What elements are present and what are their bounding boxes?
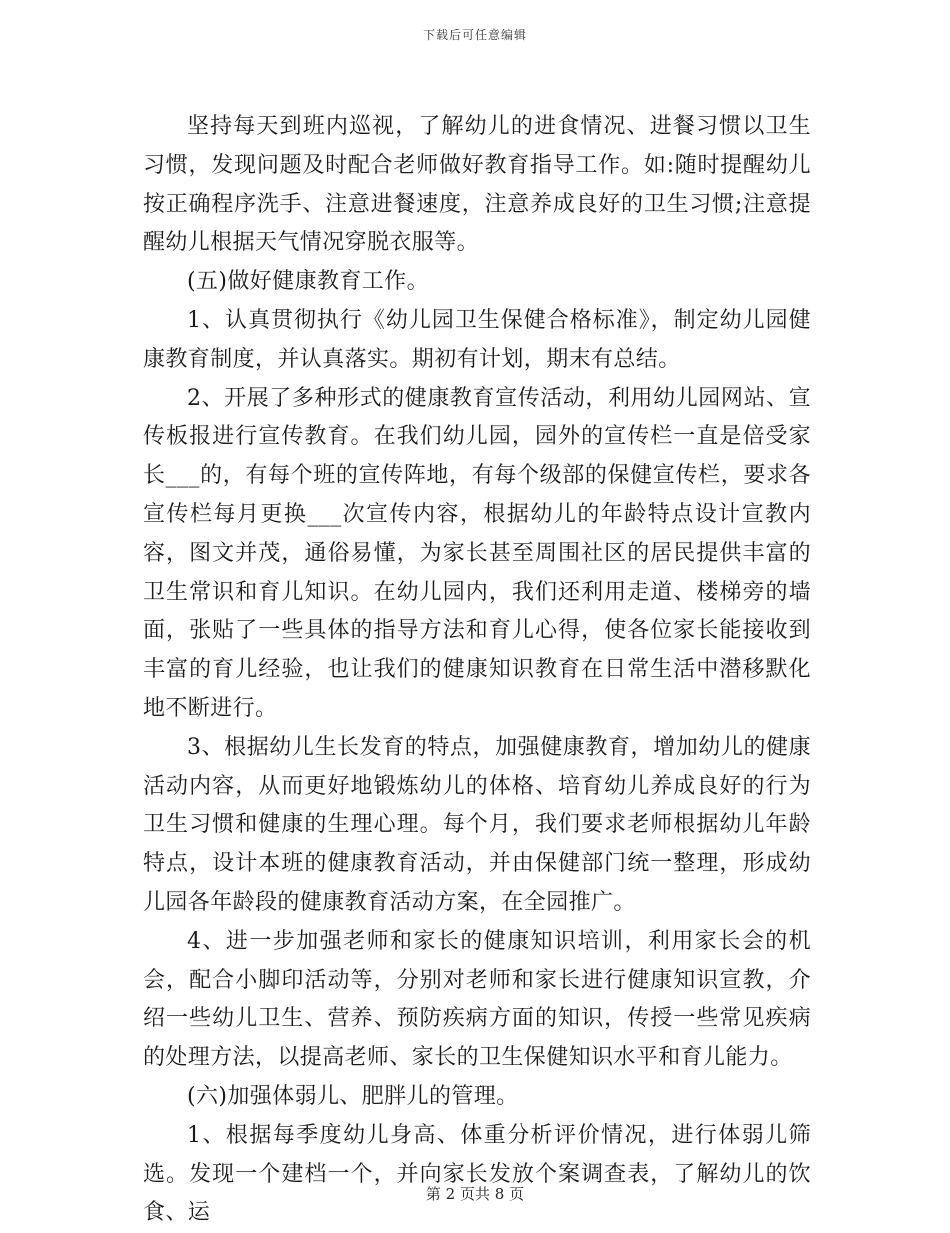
page-number: 第 2 页共 8 页 — [425, 1185, 525, 1203]
document-body — [143, 108, 811, 1233]
section-heading: (六)加强体弱儿、肥胖儿的管理。 — [187, 1083, 519, 1109]
paragraph: 2、开展了多种形式的健康教育宣传活动，利用幼儿园网站、宣传板报进行宣传教育。在我们幼儿园，园外的宣传栏一直是倍受家长___的，有每个班的宣传阵地，有每个级部的保健宣传栏，要求各宣传栏每月更换___次宣传内容，根据幼儿的年龄特点设计宣教内容，图文并茂，通俗易懂，为家长甚至周围社区的居民提供丰富的卫生常识和育儿知识。在幼儿园内，我们还利用走道、楼梯旁的墙面，张贴了一些具体的指导方法和育儿心得，使各位家长能接收到丰富的育儿经验，也让我们的健康知识教育在日常生活中潜移默化地不断进行。 — [143, 385, 811, 721]
paragraph: 1、认真贯彻执行《幼儿园卫生保健合格标准》，制定幼儿园健康教育制度，并认真落实。期初有计划，期末有总结。 — [143, 307, 811, 372]
paragraph: 1、根据每季度幼儿身高、体重分析评价情况，进行体弱儿筛选。发现一个建档一个，并向家长发放个案调查表，了解幼儿的饮食、运 — [143, 1122, 811, 1226]
paragraph: 4、进一步加强老师和家长的健康知识培训，利用家长会的机会，配合小脚印活动等，分别对老师和家长进行健康知识宣教，介绍一些幼儿卫生、营养、预防疾病方面的知识，传授一些常见疾病的处理方法，以提高老师、家长的卫生保健知识水平和育儿能力。 — [143, 928, 811, 1071]
page-header-note: 下载后可任意编辑 — [422, 28, 527, 42]
paragraph: 坚持每天到班内巡视，了解幼儿的进食情况、进餐习惯以卫生习惯，发现问题及时配合老师做好教育指导工作。如:随时提醒幼儿按正确程序洗手、注意进餐速度，注意养成良好的卫生习惯;注意提醒幼儿根据天气情况穿脱衣服等。 — [143, 114, 811, 256]
section-heading: (五)做好健康教育工作。 — [187, 269, 429, 295]
paragraph: 3、根据幼儿生长发育的特点，加强健康教育，增加幼儿的健康活动内容，从而更好地锻炼幼儿的体格、培育幼儿养成良好的行为卫生习惯和健康的生理心理。每个月，我们要求老师根据幼儿年龄特点，设计本班的健康教育活动，并由保健部门统一整理，形成幼儿园各年龄段的健康教育活动方案，在全园推广。 — [143, 734, 811, 915]
